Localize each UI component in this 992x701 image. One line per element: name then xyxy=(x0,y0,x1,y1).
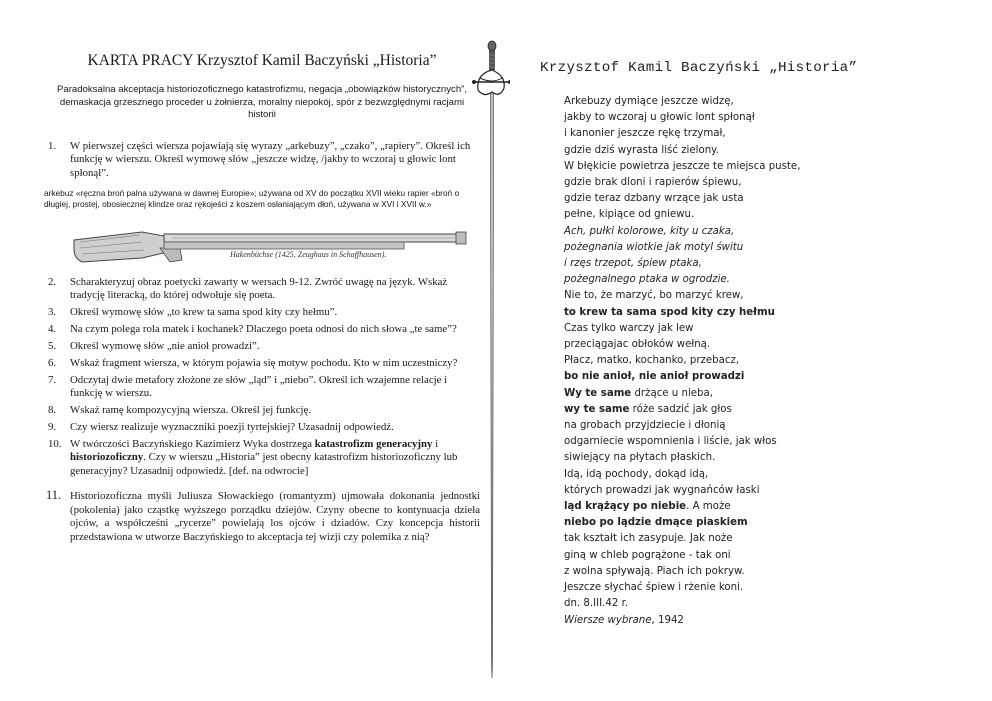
poem-line: ląd krążący po niebie. A może xyxy=(564,501,731,513)
poem-source: Wiersze wybrane, 1942 xyxy=(564,614,684,626)
poem-line: z wolna spływają. Piach ich pokryw. xyxy=(564,565,745,577)
poem-line: niebo po lądzie dmące piaskiem xyxy=(564,517,748,529)
poem-line: gdzie brak dloni i rapierów śpiewu, xyxy=(564,177,742,189)
poem-line: tak kształt ich zasypuje. Jak noże xyxy=(564,533,733,545)
poem-line: Jeszcze słychać śpiew i rżenie koni. xyxy=(564,582,744,594)
poem-line: to krew ta sama spod kity czy hełmu xyxy=(564,306,775,318)
poem-line: na grobach przyjdziecie i dłonią xyxy=(564,420,726,432)
poem-text xyxy=(564,94,960,629)
poem-line: przeciągajac obłoków wełną. xyxy=(564,339,711,351)
poem-line: pożegnania wiotkie jak motyl świtu xyxy=(564,241,744,253)
task-item: 1. W pierwszej części wiersza pojawiają się wyrazy „arkebuzy”, „czako”, „rapiery”. Określ ich funkcję w wierszu. Określ wymowę słów „jeszcze widzę, /jakby to wczoraj u głowic lont spłonął”. xyxy=(48,139,471,179)
poem-line: których prowadzi jak wygnańców łaski xyxy=(564,484,760,496)
poem-line: pożegnalnego ptaka w ogrodzie. xyxy=(564,274,730,286)
poem-line: W błękicie powietrza jeszcze te miejsca puste, xyxy=(564,160,801,172)
task-item: 6. Wskaż fragment wiersza, w którym pojawia się motyw pochodu. Kto w nim uczestniczy? xyxy=(48,357,458,370)
rapier-sword-icon xyxy=(470,38,510,688)
poem-line: Arkebuzy dymiące jeszcze widzę, xyxy=(564,96,734,107)
task-item: 3. Określ wymowę słów „to krew ta sama spod kity czy hełmu”. xyxy=(48,306,338,319)
arquebus-gun-image xyxy=(72,218,472,270)
poem-line: Czas tylko warczy jak lew xyxy=(564,322,694,334)
worksheet-column xyxy=(44,44,480,547)
task-text: W pierwszej części wiersza pojawiają się wyrazy „arkebuzy”, „czako”, „rapiery”. Określ ich funkcję w wierszu. Określ wymowę słów „jeszcze widzę, /jakby to wczoraj u głowic lont spłonął”. xyxy=(70,139,471,179)
task-item: 4. Na czym polega rola matek i kochanek? Dlaczego poeta odnosi do nich słowa „te same”? xyxy=(48,323,457,336)
definition-note: arkebuz «ręczna broń palna używana w dawnej Europie»; używana od XV do początku XVII wieku rapier «broń o długiej, prostej, obosiecznej klindze oraz rękojeści z koszem osłaniającym dłoń, używana w XVI i XVII w.» xyxy=(44,188,460,209)
image-caption: Hakenbüchse (1425, Zeughaus in Schaffhausen). xyxy=(230,250,387,259)
task-item: 2. Scharakteryzuj obraz poetycki zawarty w wersach 9-12. Zwróć uwagę na język. Wskaż tradycję literacką, do której odwołuje się poeta. xyxy=(48,276,448,302)
poem-column xyxy=(540,60,960,629)
task-item: 8. Wskaż ramę kompozycyjną wiersza. Określ jej funkcję. xyxy=(48,404,312,417)
poem-title: Krzysztof Kamil Baczyński „Historia” xyxy=(540,60,858,76)
task-item: 7. Odczytaj dwie metafory złożone ze słów „ląd” i „niebo”. Określ ich wzajemne relacje i funkcję w wierszu. xyxy=(48,373,448,400)
task-list-continued xyxy=(44,276,480,544)
poem-line: jakby to wczoraj u głowic lont spłonął xyxy=(564,112,755,124)
worksheet-subtitle: Paradoksalna akceptacja historiozoficznego katastrofizmu, negacja „obowiązków historycznych”, demaskacja grzesznego proceder u żołnierza, moralny niepokój, spór z bezwzględnymi racjami historii xyxy=(56,84,468,121)
poem-line: odgarniecie wspomnienia i liście, jak włos xyxy=(564,436,777,448)
task-list xyxy=(44,140,480,180)
poem-line: giną w chleb pogrążone - tak oni xyxy=(564,549,731,561)
task-item: 5. Określ wymowę słów „nie anioł prowadzi”. xyxy=(48,340,260,353)
poem-date: dn. 8.III.42 r. xyxy=(564,598,629,610)
poem-line: Wy te same drżące u nieba, xyxy=(564,387,714,399)
poem-line: siwiejący na płytach płaskich. xyxy=(564,452,716,464)
poem-line: Ach, pułki kolorowe, kity u czaka, xyxy=(564,225,735,237)
poem-line: i kanonier jeszcze rękę trzymał, xyxy=(564,128,726,140)
poem-line: gdzie dziś wyrasta liść zielony. xyxy=(564,144,719,156)
poem-line: i rzęs trzepot, śpiew ptaka, xyxy=(564,258,702,270)
poem-line: Idą, idą pochody, dokąd idą, xyxy=(564,468,709,480)
poem-line: bo nie anioł, nie anioł prowadzi xyxy=(564,371,745,383)
poem-line: gdzie teraz dzbany wrzące jak usta xyxy=(564,193,744,205)
task-item: 9. Czy wiersz realizuje wyznaczniki poezji tyrtejskiej? Uzasadnij odpowiedź. xyxy=(48,421,394,434)
task-item: 11. Historiozoficzna myśli Juliusza Słowackiego (romantyzm) ujmowała dokonania jednostki (pokolenia) jako cząstkę wyższego porządku dziejów. Czyny obecne to kontynuacja dzieła ojców, a współcześni „rycerze” powielają los ojców i dziadów. Czy koncepcja historii przedstawiona w utworze Baczyńskiego to akceptacja tej wizji czy polemika z nią? xyxy=(46,488,480,543)
worksheet-title: KARTA PRACY Krzysztof Kamil Baczyński „Historia” xyxy=(87,52,437,69)
poem-line: wy te same róże sadzić jak głos xyxy=(564,403,732,415)
poem-line: pełne, kipiące od gniewu. xyxy=(564,209,695,221)
poem-line: Nie to, że marzyć, bo marzyć krew, xyxy=(564,290,744,302)
poem-line: Płacz, matko, kochanko, przebacz, xyxy=(564,355,740,367)
task-item: 10. W twórczości Baczyńskiego Kazimierz Wyka dostrzega katastrofizm generacyjny i historiozoficzny. Czy w wierszu „Historia” jest obecny katastrofizm historiozoficzny lub generacyjny? Uzasadnij odpowiedź. [def. na odwrocie] xyxy=(48,438,458,477)
